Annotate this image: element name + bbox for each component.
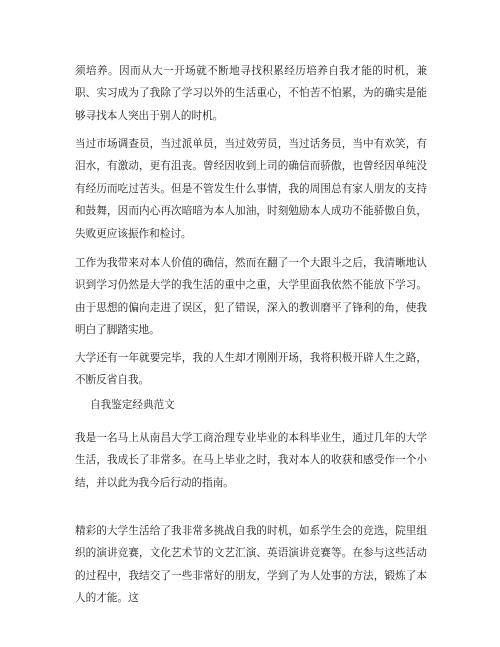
paragraph-4: 大学还有一年就要完毕，我的人生却才刚刚开场，我将积极开辟人生之路，不断反省自我。 bbox=[75, 352, 427, 387]
paragraph-5: 我是一名马上从南昌大学工商治理专业毕业的本科毕业生，通过几年的大学生活，我成长了非常多。在马上毕业之时，我对本人的收获和感受作一个小结，并以此为我今后行动的指南。 bbox=[75, 432, 427, 489]
paragraph-2: 当过市场调查员，当过派单员，当过效劳员，当过话务员，当中有欢笑，有泪水，有激动，更有沮丧。曾经因收到上司的确信而骄傲，也曾经因单纯没有经历而吃过苦头。但是不管发生什么事情，我的周围总有家人朋友的支持和鼓舞，因而内心再次暗暗为本人加油，时刻勉励本人成功不能骄傲自负，失败更应该振作和检讨。 bbox=[75, 138, 427, 240]
paragraph-3: 工作为我带来对本人价值的确信，然而在翻了一个大跟斗之后，我清晰地认识到学习仍然是大学的我生活的重中之重，大学里面我依然不能放下学习。由于思想的偏向走进了误区，犯了错误，深入的教训磨平了锋利的角，使我明白了脚踏实地。 bbox=[75, 257, 427, 337]
paragraph-6: 精彩的大学生活给了我非常多挑战自我的时机，如系学生会的竞选，院里组织的演讲竞赛，文化艺术节的文艺汇演、英语演讲竞赛等。在参与这些活动的过程中，我结交了一些非常好的朋友，学到了为人处事的方法，锻炼了本人的才能。这 bbox=[75, 525, 427, 605]
section-heading: 自我鉴定经典范文 bbox=[90, 399, 175, 411]
paragraph-1: 须培养。因而从大一开场就不断地寻找积累经历培养自我才能的时机，兼职、实习成为了我除了学习以外的生活重心，不怕苦不怕累，为的确实是能够寻找本人突出于别人的时机。 bbox=[75, 65, 427, 122]
